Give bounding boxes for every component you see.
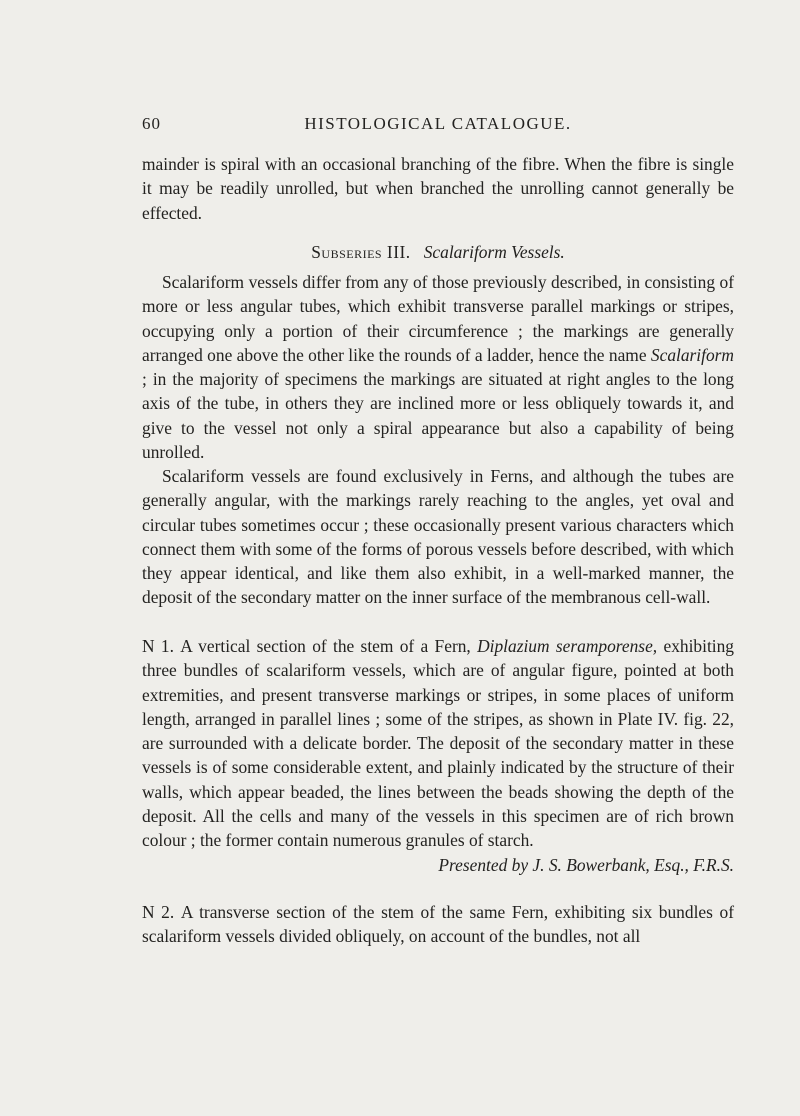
running-title: HISTOLOGICAL CATALOGUE. bbox=[304, 114, 572, 133]
entry-n2-text: A transverse section of the stem of the same Fern, exhibiting six bundles of scalariform vessels divided obliquely, on account of the bundles, not all bbox=[142, 902, 734, 947]
paragraph-scalariform-definition bbox=[142, 270, 734, 464]
species-name: Diplazium seramporense, bbox=[477, 636, 658, 656]
paragraph-1-text-a: Scalariform vessels differ from any of those previously described, in consisting of more or less angular tubes, which exhibit transverse parallel markings or stripes, occupying only a portion of their circumference ; the markings are generally arranged one above the other like the rounds of a ladder, hence the name bbox=[142, 272, 734, 365]
paragraph-2-block bbox=[142, 464, 734, 610]
entry-n1-text-a: A vertical section of the stem of a Fern, bbox=[180, 636, 478, 656]
presented-by-credit: Presented by J. S. Bowerbank, Esq., F.R.S. bbox=[438, 854, 734, 875]
subseries-label: Subseries III. bbox=[311, 242, 411, 262]
term-scalariform: Scalariform bbox=[650, 344, 734, 365]
catalogue-entry-n1 bbox=[142, 634, 734, 853]
paragraph-ferns: Scalariform vessels are found exclusively in Ferns, and although the tubes are generally angular, with the markings rarely reaching to the angles, yet oval and circular tubes sometimes occur ; these occasionally present various characters which connect them with some of the forms of porous vessels before described, with which they appear identical, and like them also exhibit, in a well-marked manner, the deposit of the secondary matter on the inner surface of the membranous cell-wall. bbox=[142, 466, 734, 608]
entry-n1-text-b: exhibiting three bundles of scalariform vessels, which are of angular figure, pointed at both extremities, and present transverse markings or stripes, in some places of uniform length, arranged in parallel lines ; some of the stripes, as shown in Plate IV. fig. 22, are surrounded with a delicate border. The deposit of the secondary matter in these vessels is of some considerable extent, and plainly indicated by the structure of their walls, which appear beaded, the lines between the beads showing the depth of the deposit. All the cells and many of the vessels in this specimen are of rich brown colour ; the former contain numerous granules of starch. bbox=[142, 636, 734, 851]
catalogue-entry-n2 bbox=[142, 900, 734, 949]
paragraph-1-block bbox=[142, 270, 734, 464]
subseries-heading bbox=[142, 240, 734, 264]
intro-block bbox=[142, 152, 734, 225]
subseries-heading-block bbox=[142, 240, 734, 264]
subseries-title: Scalariform Vessels. bbox=[423, 242, 565, 262]
page-header bbox=[142, 114, 734, 138]
entry-n1-block bbox=[142, 634, 734, 877]
paragraph-1-text-b: ; in the majority of specimens the markings are situated at right angles to the long axis of the tube, in others they are inclined more or less obliquely towards it, and give to the vessel not only a spiral appearance but also a capability of being unrolled. bbox=[142, 369, 734, 463]
entry-n2-block bbox=[142, 900, 734, 949]
entry-label: N 1. bbox=[142, 636, 174, 656]
page-number: 60 bbox=[142, 114, 161, 133]
entry-label: N 2. bbox=[142, 902, 175, 922]
intro-paragraph: mainder is spiral with an occasional branching of the fibre. When the fibre is single it may be readily unrolled, but when branched the unrolling cannot generally be effected. bbox=[142, 154, 734, 223]
